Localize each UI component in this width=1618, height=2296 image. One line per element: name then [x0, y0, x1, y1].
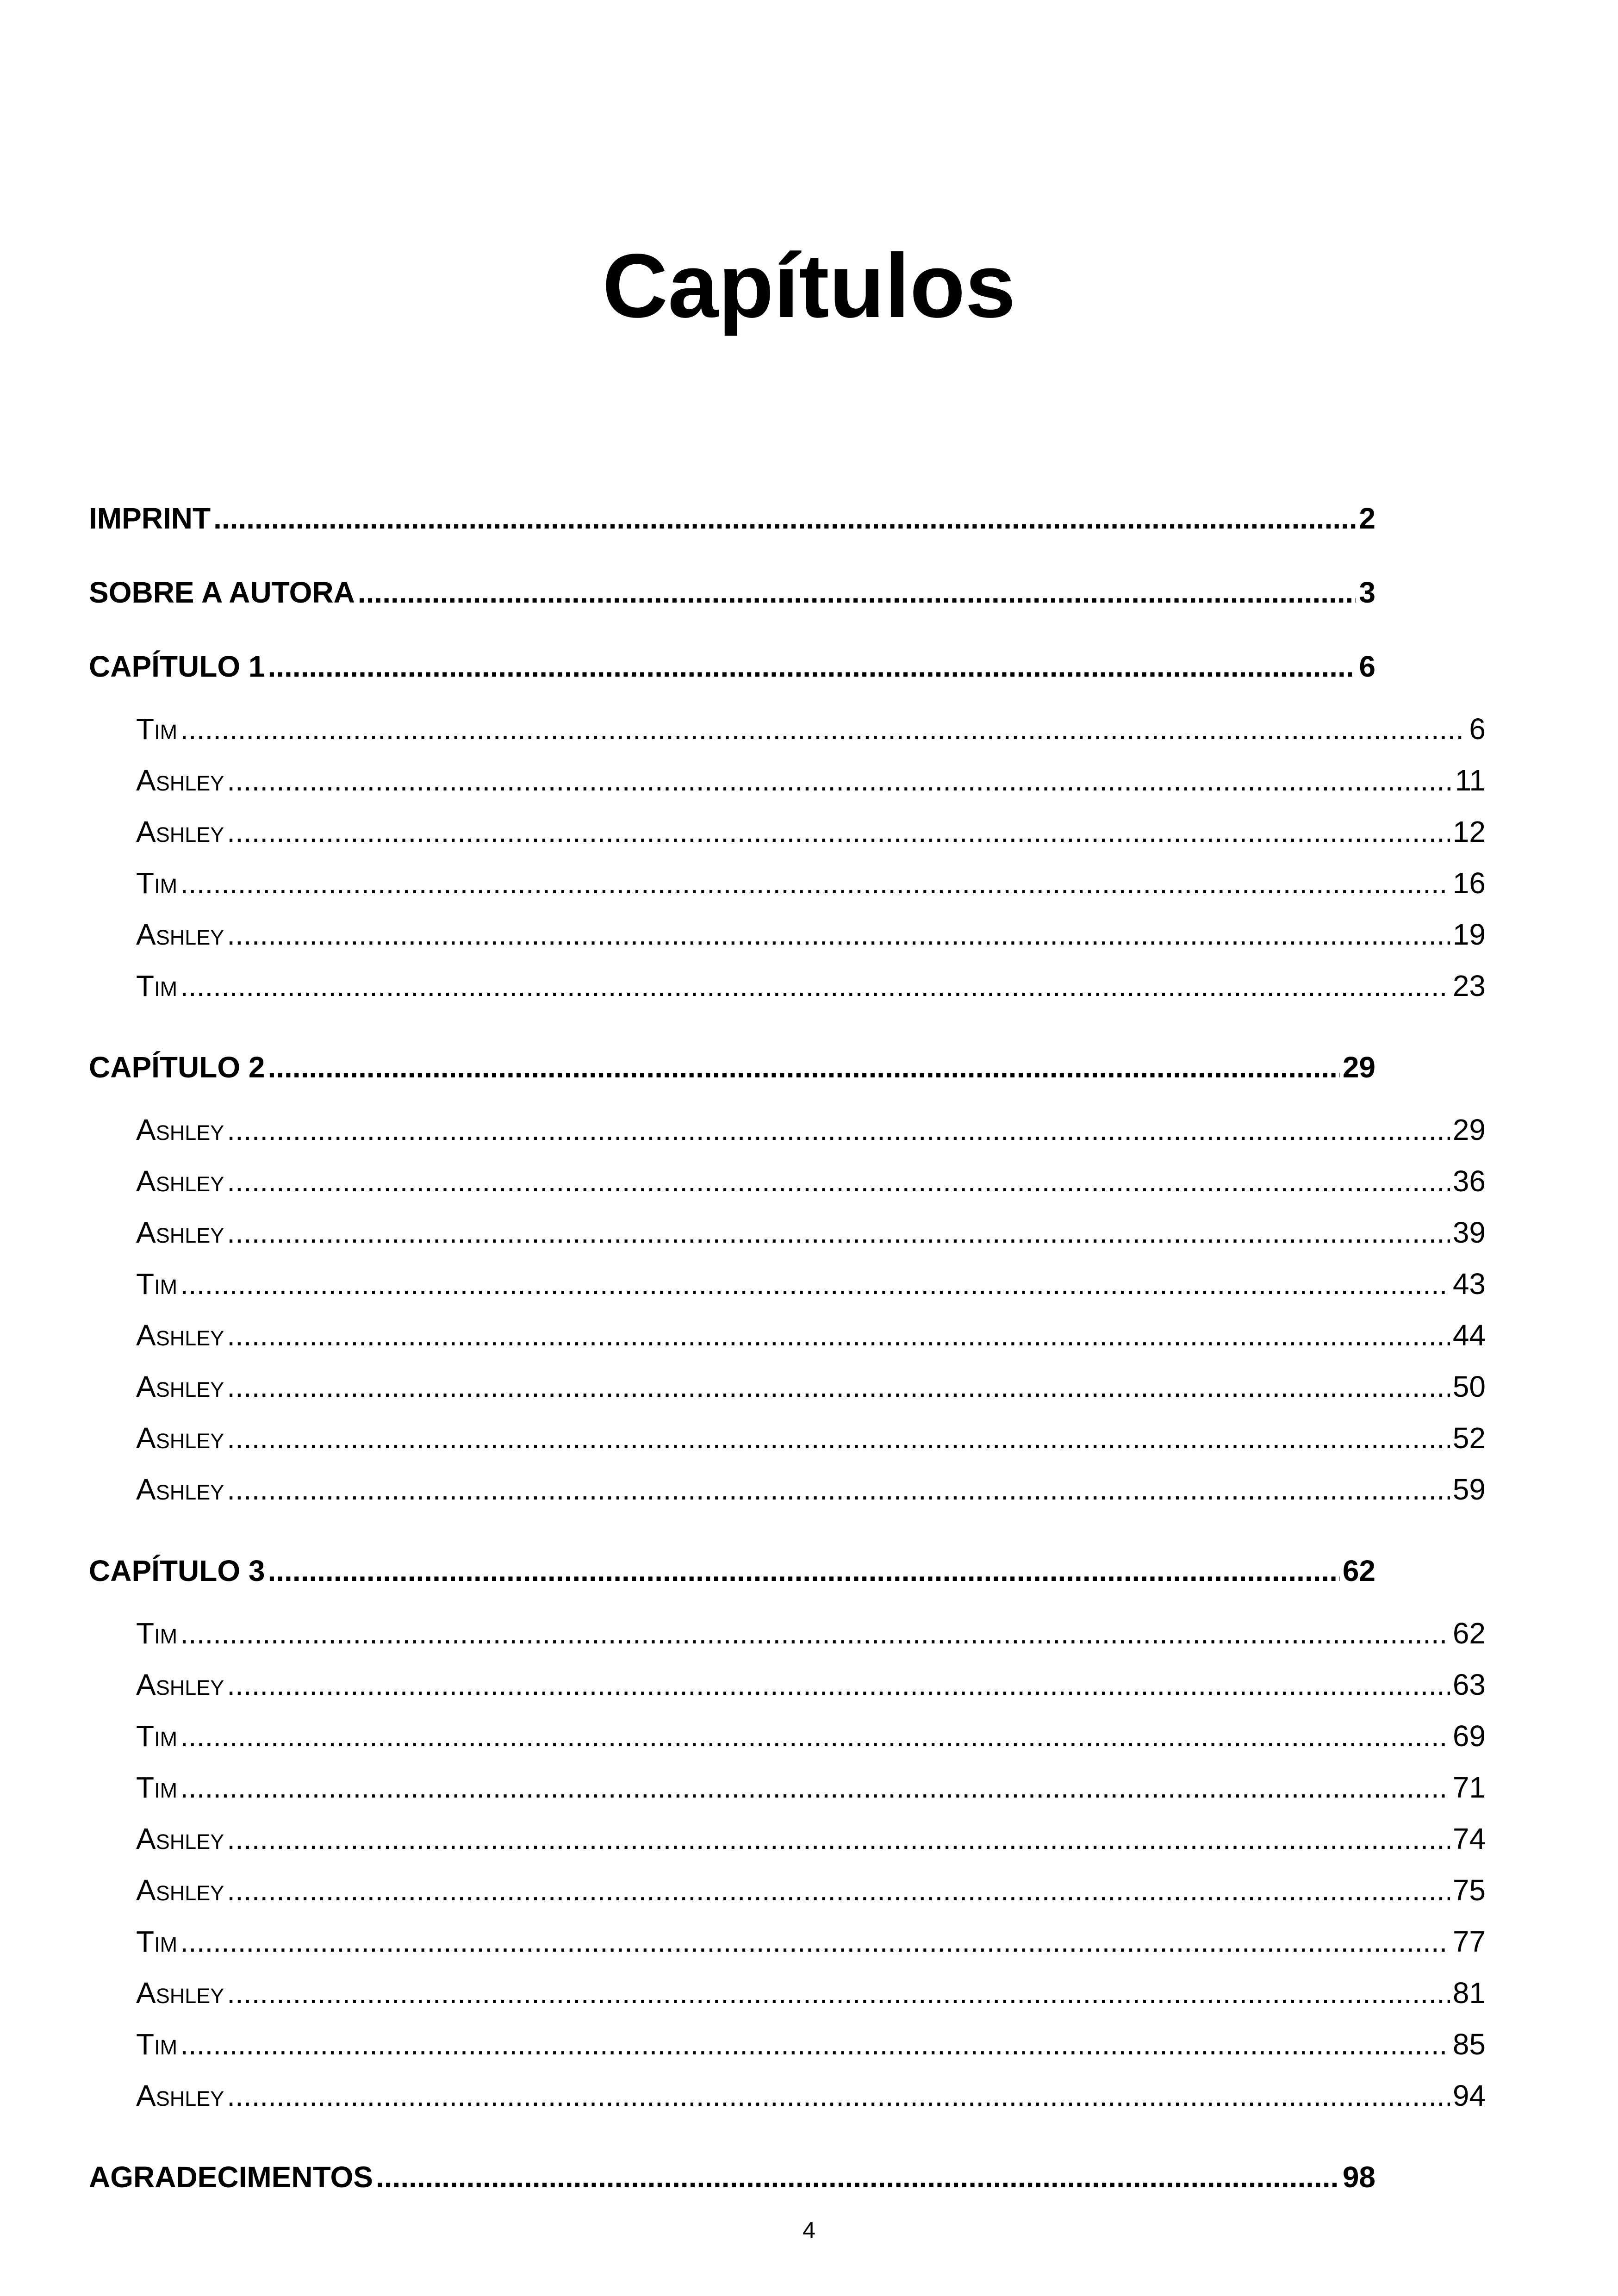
toc-subentry-label: Ashley	[136, 1319, 224, 1352]
toc-subentry-page: 39	[1452, 1216, 1486, 1249]
dot-leader	[227, 909, 1450, 960]
toc-entry-page: 3	[1359, 576, 1375, 609]
toc-subentry-page: 71	[1452, 1771, 1486, 1804]
toc-subentry[interactable]	[89, 1762, 1486, 1813]
toc-entry-label: AGRADECIMENTOS	[89, 2160, 373, 2194]
toc-subentry[interactable]	[89, 960, 1486, 1012]
toc-subentry[interactable]	[89, 1156, 1486, 1207]
toc-subentry[interactable]	[89, 1711, 1486, 1762]
toc-subentry-label: Ashley	[136, 1370, 224, 1403]
toc-subentry[interactable]	[89, 703, 1486, 755]
dot-leader	[227, 755, 1452, 806]
toc-entry-label: IMPRINT	[89, 502, 211, 535]
dot-leader	[180, 1762, 1450, 1813]
toc-subentry-label: Ashley	[136, 1668, 224, 1701]
dot-leader	[227, 1156, 1450, 1207]
toc-subentry-label: Ashley	[136, 1164, 224, 1198]
toc-entry-page: 6	[1359, 650, 1375, 683]
toc-subentry-label: Ashley	[136, 1113, 224, 1146]
dot-leader	[227, 806, 1450, 858]
dot-leader	[227, 1104, 1450, 1156]
toc-subentry-label: Ashley	[136, 2079, 224, 2112]
toc-subentry[interactable]	[89, 1207, 1486, 1258]
toc-subentry-page: 16	[1452, 866, 1486, 900]
toc-subentry-label: Ashley	[136, 815, 224, 848]
dot-leader	[227, 1464, 1450, 1515]
dot-leader	[227, 1813, 1450, 1865]
toc-entry-page: 98	[1342, 2160, 1375, 2194]
toc-entry-label: CAPÍTULO 3	[89, 1554, 265, 1587]
toc-subentry-page: 29	[1452, 1113, 1486, 1146]
dot-leader	[227, 1361, 1450, 1412]
toc-subentry-page: 62	[1452, 1617, 1486, 1650]
toc-subentry-list	[89, 1104, 1496, 1515]
toc-subentry-label: Ashley	[136, 918, 224, 951]
dot-leader	[180, 858, 1450, 909]
toc-subentry[interactable]	[89, 1361, 1486, 1412]
dot-leader	[376, 2140, 1340, 2214]
toc-subentry[interactable]	[89, 1865, 1486, 1916]
toc-entry-page: 62	[1342, 1554, 1375, 1587]
dot-leader	[227, 1865, 1450, 1916]
toc-subentry-page: 12	[1452, 815, 1486, 848]
toc-subentry-label: Tim	[136, 866, 178, 900]
toc-subentry[interactable]	[89, 1608, 1486, 1659]
dot-leader	[227, 2070, 1450, 2122]
toc-subentry[interactable]	[89, 2019, 1486, 2070]
toc-subentry-page: 63	[1452, 1668, 1486, 1701]
toc-subentry-page: 50	[1452, 1370, 1486, 1403]
dot-leader	[227, 1967, 1450, 2019]
toc-subentry-page: 36	[1452, 1164, 1486, 1198]
toc-subentry-page: 19	[1452, 918, 1486, 951]
dot-leader	[180, 2019, 1450, 2070]
toc-subentry-page: 94	[1452, 2079, 1486, 2112]
dot-leader	[180, 1258, 1450, 1310]
dot-leader	[358, 555, 1357, 629]
toc-subentry[interactable]	[89, 858, 1486, 909]
toc-subentry[interactable]	[89, 2070, 1486, 2122]
toc-entry[interactable]	[89, 1534, 1375, 1608]
toc-subentry-page: 11	[1455, 764, 1486, 797]
toc-subentry[interactable]	[89, 1104, 1486, 1156]
toc-subentry-label: Tim	[136, 712, 178, 746]
toc-subentry-label: Ashley	[136, 1976, 224, 2010]
toc-subentry-label: Tim	[136, 969, 178, 1002]
toc-subentry[interactable]	[89, 1967, 1486, 2019]
dot-leader	[227, 1412, 1450, 1464]
toc-subentry-page: 85	[1452, 2028, 1486, 2061]
toc-subentry-label: Ashley	[136, 1473, 224, 1506]
toc-entry[interactable]	[89, 1030, 1375, 1104]
dot-leader	[213, 481, 1356, 555]
toc-subentry-page: 59	[1452, 1473, 1486, 1506]
dot-leader	[227, 1659, 1450, 1711]
toc-entry-label: SOBRE A AUTORA	[89, 576, 355, 609]
toc-subentry-label: Tim	[136, 1925, 178, 1958]
toc-subentry-label: Ashley	[136, 1216, 224, 1249]
dot-leader	[180, 960, 1450, 1012]
toc-subentry-page: 81	[1452, 1976, 1486, 2010]
page-number: 4	[803, 2217, 815, 2243]
toc-entry[interactable]	[89, 2140, 1375, 2214]
toc-entry[interactable]	[89, 555, 1375, 629]
toc-subentry-label: Tim	[136, 2028, 178, 2061]
toc-subentry[interactable]	[89, 755, 1486, 806]
dot-leader	[180, 1608, 1450, 1659]
toc-subentry-label: Tim	[136, 1617, 178, 1650]
toc-subentry-page: 43	[1452, 1267, 1486, 1300]
toc-subentry-list	[89, 1608, 1496, 2122]
table-of-contents	[89, 481, 1496, 2214]
toc-subentry[interactable]	[89, 1412, 1486, 1464]
toc-subentry[interactable]	[89, 1813, 1486, 1865]
toc-subentry-page: 52	[1452, 1421, 1486, 1455]
toc-subentry[interactable]	[89, 1659, 1486, 1711]
page-title: Capítulos	[602, 235, 1016, 336]
dot-leader	[180, 1711, 1450, 1762]
toc-subentry-label: Tim	[136, 1771, 178, 1804]
toc-subentry-label: Ashley	[136, 1421, 224, 1455]
toc-subentry[interactable]	[89, 909, 1486, 960]
dot-leader	[268, 629, 1356, 703]
toc-subentry-label: Ashley	[136, 764, 224, 797]
toc-entry-page: 29	[1342, 1051, 1375, 1084]
toc-subentry-page: 44	[1452, 1319, 1486, 1352]
toc-subentry-label: Ashley	[136, 1873, 224, 1907]
dot-leader	[180, 1916, 1450, 1967]
toc-subentry-label: Tim	[136, 1719, 178, 1753]
dot-leader	[227, 1310, 1450, 1361]
toc-subentry-list	[89, 703, 1496, 1012]
toc-entry[interactable]	[89, 481, 1375, 555]
dot-leader	[180, 703, 1466, 755]
toc-entry-label: CAPÍTULO 2	[89, 1051, 265, 1084]
dot-leader	[268, 1534, 1339, 1608]
toc-subentry[interactable]	[89, 1916, 1486, 1967]
toc-subentry-page: 23	[1452, 969, 1486, 1002]
toc-subentry-label: Tim	[136, 1267, 178, 1300]
toc-entry[interactable]	[89, 629, 1375, 703]
toc-subentry-label: Ashley	[136, 1822, 224, 1855]
toc-subentry-page: 69	[1452, 1719, 1486, 1753]
toc-subentry-page: 77	[1452, 1925, 1486, 1958]
toc-subentry-page: 74	[1452, 1822, 1486, 1855]
dot-leader	[227, 1207, 1450, 1258]
toc-subentry-page: 6	[1469, 712, 1486, 746]
toc-subentry[interactable]	[89, 1310, 1486, 1361]
dot-leader	[268, 1030, 1339, 1104]
toc-entry-label: CAPÍTULO 1	[89, 650, 265, 683]
toc-subentry[interactable]	[89, 1464, 1486, 1515]
toc-subentry[interactable]	[89, 1258, 1486, 1310]
toc-subentry[interactable]	[89, 806, 1486, 858]
toc-subentry-page: 75	[1452, 1873, 1486, 1907]
toc-entry-page: 2	[1359, 502, 1375, 535]
